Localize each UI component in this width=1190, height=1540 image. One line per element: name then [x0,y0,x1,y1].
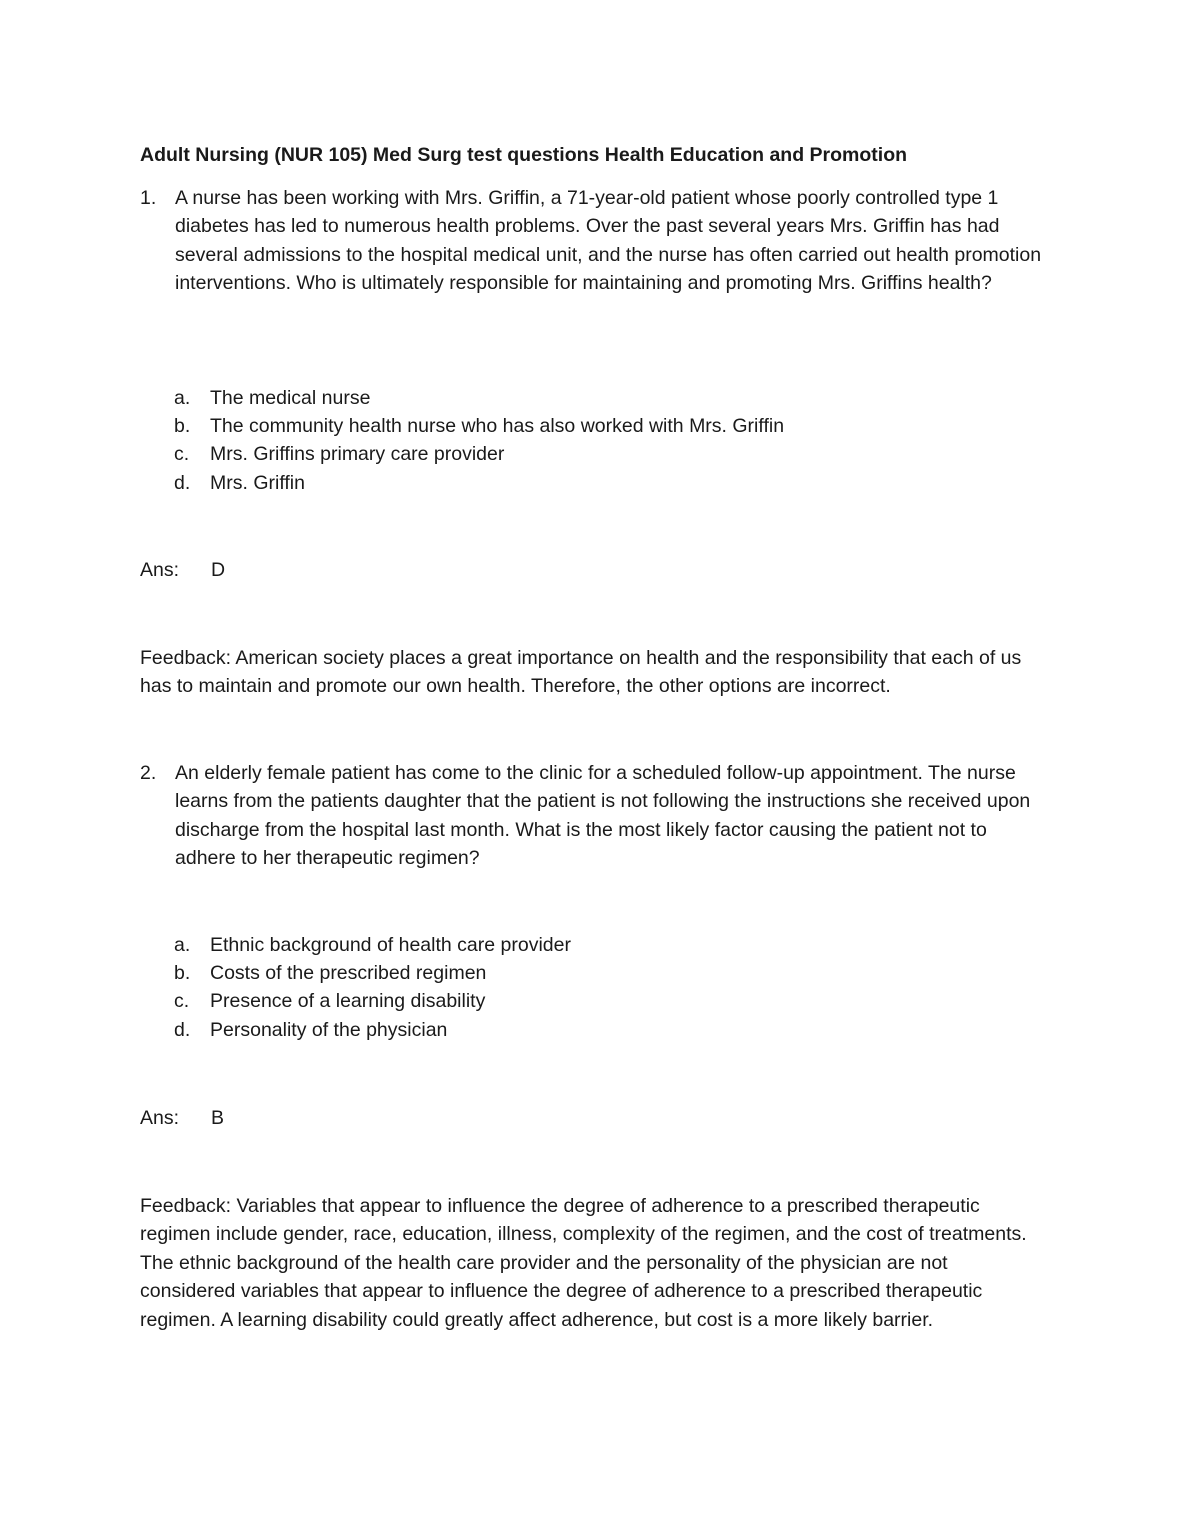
feedback-1: Feedback: American society places a great importance on health and the responsibility that each of us has to maintain and promote our own health. Therefore, the other options are incorrect. [140,647,1022,698]
option-text: Costs of the prescribed regimen [210,962,487,985]
option-text: Ethnic background of health care provider [210,934,571,956]
question-1 [140,184,1050,298]
option-letter: a. [174,387,191,409]
option-c [174,987,1054,1015]
option-letter: c. [174,990,190,1013]
option-letter: c. [174,443,190,466]
option-text: Presence of a learning disability [210,990,486,1013]
option-c [174,440,1054,468]
question-number: 2. [140,762,157,784]
option-b [174,959,1054,987]
question-number: 1. [140,187,157,209]
option-text: Personality of the physician [210,1018,448,1041]
question-2 [140,759,1050,873]
question-1-options [174,384,1054,497]
option-text: The medical nurse [210,387,371,409]
option-letter: d. [174,1018,191,1041]
option-a [174,931,1054,959]
answer-label: Ans: [140,559,180,581]
option-text: Mrs. Griffins primary care provider [210,443,505,466]
document-title: Adult Nursing (NUR 105) Med Surg test questions Health Education and Promotion [140,144,908,166]
question-text: A nurse has been working with Mrs. Griffin, a 71-year-old patient whose poorly controlled type 1 diabetes has led to numerous health problems. Over the past several years Mrs. Griffin has had several admissions to the hospital medical unit, and the nurse has often carried out health promotion interventions. Who is ultimately responsible for maintaining and promoting Mrs. Griffins health? [175,187,1042,295]
answer-value: D [211,559,226,581]
option-a [174,384,1054,412]
answer-value: B [211,1107,225,1129]
answer-label: Ans: [140,1107,180,1129]
question-text: An elderly female patient has come to the clinic for a scheduled follow-up appointment. The nurse learns from the patients daughter that the patient is not following the instructions she received upon discharge from the hospital last month. What is the most likely factor causing the patient not to adhere to her therapeutic regimen? [175,762,1031,870]
option-text: The community health nurse who has also worked with Mrs. Griffin [210,415,785,438]
option-b [174,412,1054,440]
option-letter: d. [174,471,191,494]
option-text: Mrs. Griffin [210,471,305,494]
option-d [174,1016,1054,1044]
option-letter: b. [174,415,191,438]
option-letter: a. [174,934,191,956]
question-2-options [174,931,1054,1044]
option-d [174,469,1054,497]
option-letter: b. [174,962,191,985]
feedback-2: Feedback: Variables that appear to influence the degree of adherence to a prescribed therapeutic regimen include gender, race, education, illness, complexity of the regimen, and the cost of treatments. The ethnic background of the health care provider and the personality of the physician are not considered variables that appear to influence the degree of adherence to a prescribed therapeutic regimen. A learning disability could greatly affect adherence, but cost is a more likely barrier. [140,1195,1027,1331]
